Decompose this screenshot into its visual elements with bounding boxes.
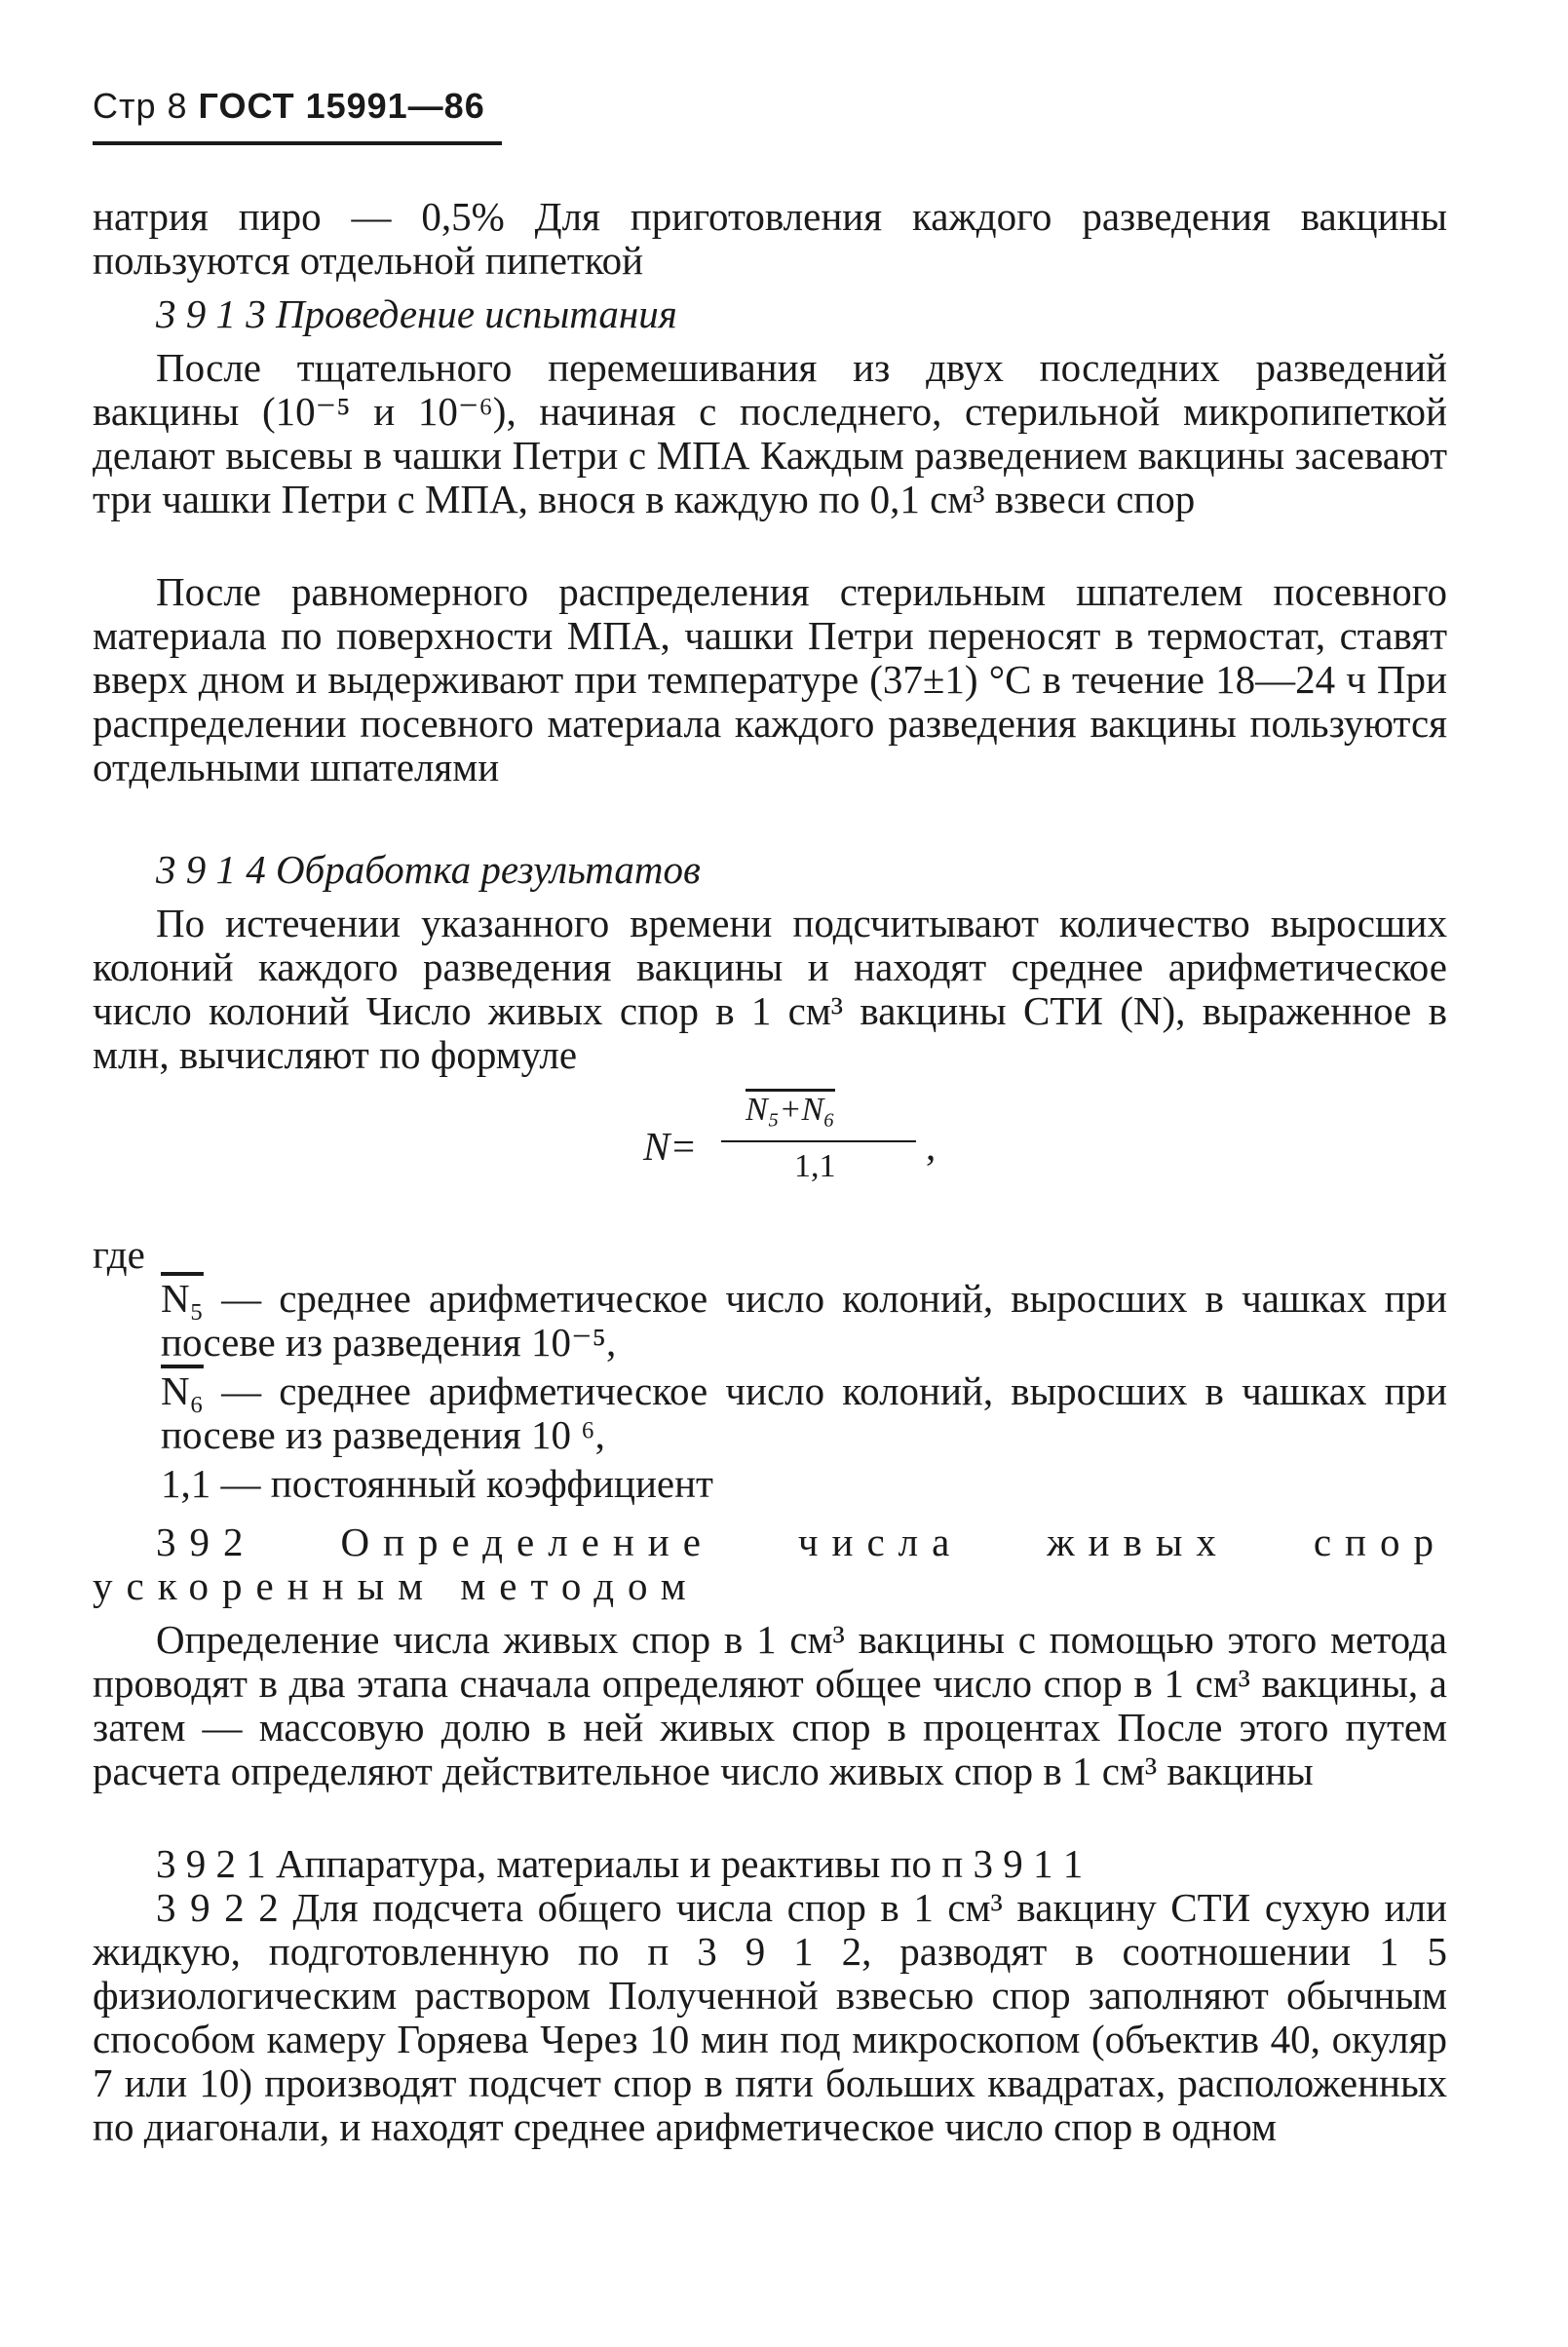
definition-text: — среднее арифметическое число колоний, выросших в чашках при посеве из разведения 10⁻⁵, [161, 1276, 1448, 1365]
formula-lhs: N= [643, 1124, 698, 1169]
definition-text: — среднее арифметическое число колоний, выросших в чашках при посеве из разведения 10 ⁶, [161, 1368, 1448, 1457]
heading-3914: 3 9 1 4 Обработка результатов [156, 847, 701, 892]
paragraph-5: Определение числа живых спор в 1 см³ вакцины с помощью этого метода проводят в два этапа сначала определяют общее число спор в 1 см³ вакцины, а затем — массовую долю в ней живых спор в процентах После этого путем расчета определяют действительное число живых спор в 1 см³ вакцины [93, 1617, 1447, 1793]
heading-3913: 3 9 1 3 Проведение испытания [156, 291, 677, 336]
definition-text: — постоянный коэффициент [220, 1461, 713, 1506]
paragraph-2: После тщательного перемешивания из двух последних разведений вакцины (10⁻⁵ и 10⁻⁶), начиная с последнего, стерильной микропипеткой делают высевы в чашки Петри с МПА Каждым разведением вакцины засевают три чашки Петри с МПА, внося в каждую по 0,1 см³ взвеси спор [93, 345, 1447, 521]
formula-denominator: 1,1 [794, 1148, 836, 1184]
definition-symbol: N₅ [161, 1276, 204, 1321]
paragraph-4: По истечении указанного времени подсчитывают количество выросших колоний каждого разведения вакцины и находят среднее арифметическое число колоний Число живых спор в 1 см³ вакцины СТИ (N), выраженное в млн, вычисляют по формуле [93, 901, 1447, 1077]
heading-392: 392 Определение числа живых спор ускоренным методом [93, 1520, 1447, 1608]
definition-n6 [161, 1369, 1447, 1457]
formula-comma: , [926, 1124, 937, 1169]
definition-symbol: 1,1 [161, 1461, 211, 1506]
page-number: Стр 8 [93, 86, 188, 126]
paragraph-6: 3 9 2 1 Аппаратура, материалы и реактивы по п 3 9 1 1 [156, 1841, 1084, 1886]
paragraph-7: 3 9 2 2 Для подсчета общего числа спор в 1 см³ вакцину СТИ сухую или жидкую, подготовленную по п 3 9 1 2, разводят в соотношении 1 5 физиологическим раствором Полученной взвесью спор заполняют обычным способом камеру Горяева Через 10 мин под микроскопом (объектив 40, окуляр 7 или 10) производят подсчет спор в пяти больших квадратах, расположенных по диагонали, и находят среднее арифметическое число спор в одном [93, 1885, 1447, 2149]
definition-n5 [161, 1277, 1447, 1365]
definition-symbol: N₆ [161, 1368, 204, 1413]
formula-numerator: N₅+N₆ [746, 1092, 835, 1128]
paragraph-3: После равномерного распределения стерильным шпателем посевного материала по поверхности МПА, чашки Петри переносят в термостат, ставят вверх дном и выдерживают при температуре (37±1) °С в течение 18—24 ч При распределении посевного материала каждого разведения вакцины пользуются отдельными шпателями [93, 569, 1447, 789]
page-header [93, 86, 485, 127]
header-rule [93, 141, 502, 145]
where-label: где [93, 1232, 145, 1277]
paragraph-1: натрия пиро — 0,5% Для приготовления каждого разведения вакцины пользуются отдельной пипеткой [93, 194, 1447, 283]
fraction-bar [721, 1140, 916, 1142]
formula [643, 1092, 975, 1199]
doc-standard-id: ГОСТ 15991—86 [198, 86, 485, 126]
definition-coefficient [161, 1462, 1447, 1506]
